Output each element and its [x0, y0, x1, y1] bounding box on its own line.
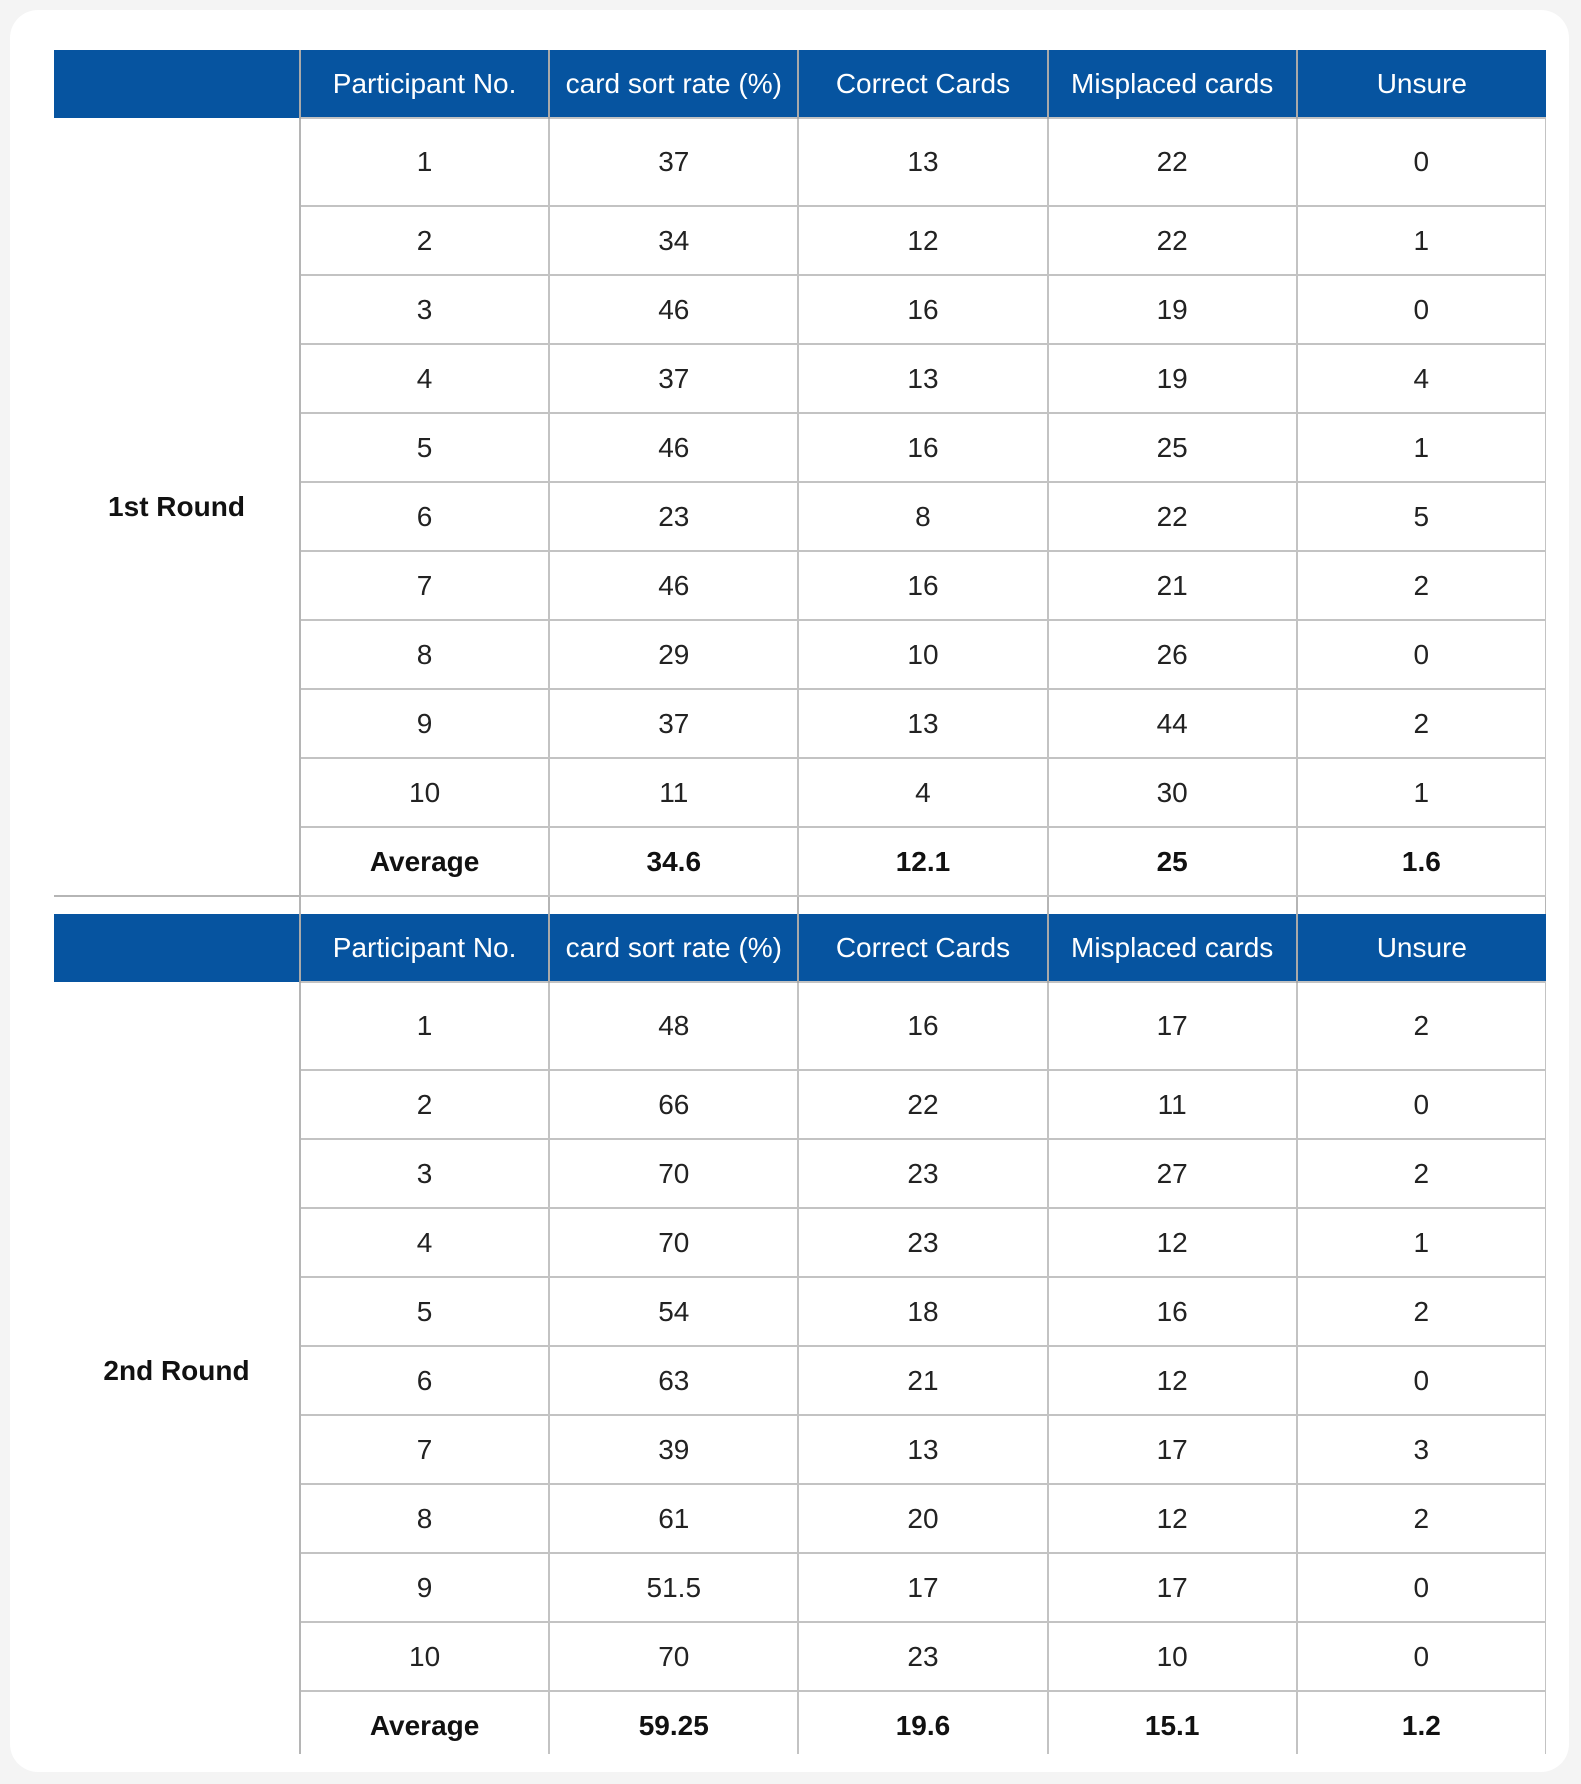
- unsure-cell: 1: [1297, 206, 1546, 275]
- header-correct-cards: Correct Cards: [798, 50, 1047, 118]
- unsure-cell: 0: [1297, 1553, 1546, 1622]
- misplaced-cards-cell: 12: [1048, 1484, 1297, 1553]
- participant-no-cell: 3: [300, 275, 549, 344]
- unsure-cell: 4: [1297, 344, 1546, 413]
- card-sort-rate-cell: 29: [549, 620, 798, 689]
- participant-no-cell: 8: [300, 620, 549, 689]
- correct-cards-cell: 16: [798, 982, 1047, 1070]
- card-sort-rate-cell: 23: [549, 482, 798, 551]
- header-misplaced-cards: Misplaced cards: [1048, 914, 1297, 982]
- separator-cell: [549, 896, 798, 914]
- table-container: [54, 50, 1546, 1754]
- correct-cards-cell: 13: [798, 1415, 1047, 1484]
- card-sort-rate-cell: 37: [549, 118, 798, 206]
- table-body: [54, 50, 1546, 1754]
- card-sort-rate-cell: 51.5: [549, 1553, 798, 1622]
- card-sort-rate-cell: 61: [549, 1484, 798, 1553]
- misplaced-cards-cell: 17: [1048, 982, 1297, 1070]
- header-corner: [54, 914, 300, 982]
- unsure-cell: 2: [1297, 1139, 1546, 1208]
- participant-no-cell: 7: [300, 1415, 549, 1484]
- card-sort-results-table: [54, 50, 1546, 1754]
- correct-cards-cell: 23: [798, 1622, 1047, 1691]
- misplaced-cards-cell: 12: [1048, 1208, 1297, 1277]
- correct-cards-cell: 18: [798, 1277, 1047, 1346]
- header-participant-no: Participant No.: [300, 914, 549, 982]
- correct-cards-cell: 21: [798, 1346, 1047, 1415]
- participant-no-cell: 7: [300, 551, 549, 620]
- card-sort-rate-cell: 37: [549, 344, 798, 413]
- header-unsure: Unsure: [1297, 50, 1546, 118]
- misplaced-cards-cell: 11: [1048, 1070, 1297, 1139]
- unsure-cell: 1: [1297, 413, 1546, 482]
- card-sort-rate-cell: 70: [549, 1208, 798, 1277]
- unsure-cell: 1: [1297, 758, 1546, 827]
- table-row: [54, 118, 1546, 206]
- average-card-sort-rate: 34.6: [549, 827, 798, 896]
- average-unsure: 1.6: [1297, 827, 1546, 896]
- misplaced-cards-cell: 44: [1048, 689, 1297, 758]
- participant-no-cell: 4: [300, 344, 549, 413]
- content-card: [10, 10, 1569, 1772]
- round-label: 1st Round: [54, 118, 300, 896]
- participant-no-cell: 10: [300, 758, 549, 827]
- misplaced-cards-cell: 22: [1048, 482, 1297, 551]
- average-unsure: 1.2: [1297, 1691, 1546, 1754]
- unsure-cell: 0: [1297, 1070, 1546, 1139]
- header-row: [54, 50, 1546, 118]
- misplaced-cards-cell: 17: [1048, 1415, 1297, 1484]
- correct-cards-cell: 23: [798, 1139, 1047, 1208]
- card-sort-rate-cell: 11: [549, 758, 798, 827]
- unsure-cell: 0: [1297, 620, 1546, 689]
- misplaced-cards-cell: 22: [1048, 206, 1297, 275]
- header-correct-cards: Correct Cards: [798, 914, 1047, 982]
- card-sort-rate-cell: 34: [549, 206, 798, 275]
- card-sort-rate-cell: 37: [549, 689, 798, 758]
- average-card-sort-rate: 59.25: [549, 1691, 798, 1754]
- average-misplaced-cards: 15.1: [1048, 1691, 1297, 1754]
- correct-cards-cell: 16: [798, 551, 1047, 620]
- card-sort-rate-cell: 46: [549, 275, 798, 344]
- correct-cards-cell: 12: [798, 206, 1047, 275]
- participant-no-cell: 8: [300, 1484, 549, 1553]
- average-label: Average: [300, 827, 549, 896]
- card-sort-rate-cell: 70: [549, 1622, 798, 1691]
- unsure-cell: 3: [1297, 1415, 1546, 1484]
- table-row: [54, 982, 1546, 1070]
- misplaced-cards-cell: 22: [1048, 118, 1297, 206]
- correct-cards-cell: 23: [798, 1208, 1047, 1277]
- participant-no-cell: 6: [300, 482, 549, 551]
- misplaced-cards-cell: 10: [1048, 1622, 1297, 1691]
- unsure-cell: 5: [1297, 482, 1546, 551]
- unsure-cell: 2: [1297, 689, 1546, 758]
- unsure-cell: 2: [1297, 1484, 1546, 1553]
- average-correct-cards: 19.6: [798, 1691, 1047, 1754]
- participant-no-cell: 5: [300, 1277, 549, 1346]
- correct-cards-cell: 16: [798, 413, 1047, 482]
- card-sort-rate-cell: 46: [549, 413, 798, 482]
- misplaced-cards-cell: 19: [1048, 344, 1297, 413]
- correct-cards-cell: 17: [798, 1553, 1047, 1622]
- misplaced-cards-cell: 12: [1048, 1346, 1297, 1415]
- correct-cards-cell: 13: [798, 689, 1047, 758]
- misplaced-cards-cell: 30: [1048, 758, 1297, 827]
- card-sort-rate-cell: 63: [549, 1346, 798, 1415]
- correct-cards-cell: 13: [798, 118, 1047, 206]
- average-label: Average: [300, 1691, 549, 1754]
- average-correct-cards: 12.1: [798, 827, 1047, 896]
- participant-no-cell: 9: [300, 1553, 549, 1622]
- header-misplaced-cards: Misplaced cards: [1048, 50, 1297, 118]
- separator-cell: [300, 896, 549, 914]
- misplaced-cards-cell: 26: [1048, 620, 1297, 689]
- unsure-cell: 0: [1297, 118, 1546, 206]
- participant-no-cell: 2: [300, 1070, 549, 1139]
- header-unsure: Unsure: [1297, 914, 1546, 982]
- correct-cards-cell: 16: [798, 275, 1047, 344]
- participant-no-cell: 3: [300, 1139, 549, 1208]
- participant-no-cell: 2: [300, 206, 549, 275]
- separator-cell: [798, 896, 1047, 914]
- separator-cell: [54, 896, 300, 914]
- unsure-cell: 2: [1297, 551, 1546, 620]
- header-card-sort-rate: card sort rate (%): [549, 914, 798, 982]
- misplaced-cards-cell: 21: [1048, 551, 1297, 620]
- card-sort-rate-cell: 54: [549, 1277, 798, 1346]
- round-separator: [54, 896, 1546, 914]
- unsure-cell: 2: [1297, 982, 1546, 1070]
- unsure-cell: 0: [1297, 1622, 1546, 1691]
- header-corner: [54, 50, 300, 118]
- unsure-cell: 1: [1297, 1208, 1546, 1277]
- participant-no-cell: 1: [300, 982, 549, 1070]
- header-row: [54, 914, 1546, 982]
- card-sort-rate-cell: 66: [549, 1070, 798, 1139]
- header-card-sort-rate: card sort rate (%): [549, 50, 798, 118]
- separator-cell: [1297, 896, 1546, 914]
- correct-cards-cell: 22: [798, 1070, 1047, 1139]
- round-label: 2nd Round: [54, 982, 300, 1754]
- card-sort-rate-cell: 48: [549, 982, 798, 1070]
- correct-cards-cell: 10: [798, 620, 1047, 689]
- separator-cell: [1048, 896, 1297, 914]
- correct-cards-cell: 8: [798, 482, 1047, 551]
- participant-no-cell: 5: [300, 413, 549, 482]
- card-sort-rate-cell: 70: [549, 1139, 798, 1208]
- misplaced-cards-cell: 19: [1048, 275, 1297, 344]
- unsure-cell: 0: [1297, 1346, 1546, 1415]
- participant-no-cell: 1: [300, 118, 549, 206]
- participant-no-cell: 10: [300, 1622, 549, 1691]
- correct-cards-cell: 4: [798, 758, 1047, 827]
- unsure-cell: 0: [1297, 275, 1546, 344]
- participant-no-cell: 4: [300, 1208, 549, 1277]
- misplaced-cards-cell: 27: [1048, 1139, 1297, 1208]
- correct-cards-cell: 13: [798, 344, 1047, 413]
- correct-cards-cell: 20: [798, 1484, 1047, 1553]
- average-misplaced-cards: 25: [1048, 827, 1297, 896]
- participant-no-cell: 6: [300, 1346, 549, 1415]
- unsure-cell: 2: [1297, 1277, 1546, 1346]
- misplaced-cards-cell: 25: [1048, 413, 1297, 482]
- card-sort-rate-cell: 39: [549, 1415, 798, 1484]
- misplaced-cards-cell: 16: [1048, 1277, 1297, 1346]
- card-sort-rate-cell: 46: [549, 551, 798, 620]
- participant-no-cell: 9: [300, 689, 549, 758]
- misplaced-cards-cell: 17: [1048, 1553, 1297, 1622]
- header-participant-no: Participant No.: [300, 50, 549, 118]
